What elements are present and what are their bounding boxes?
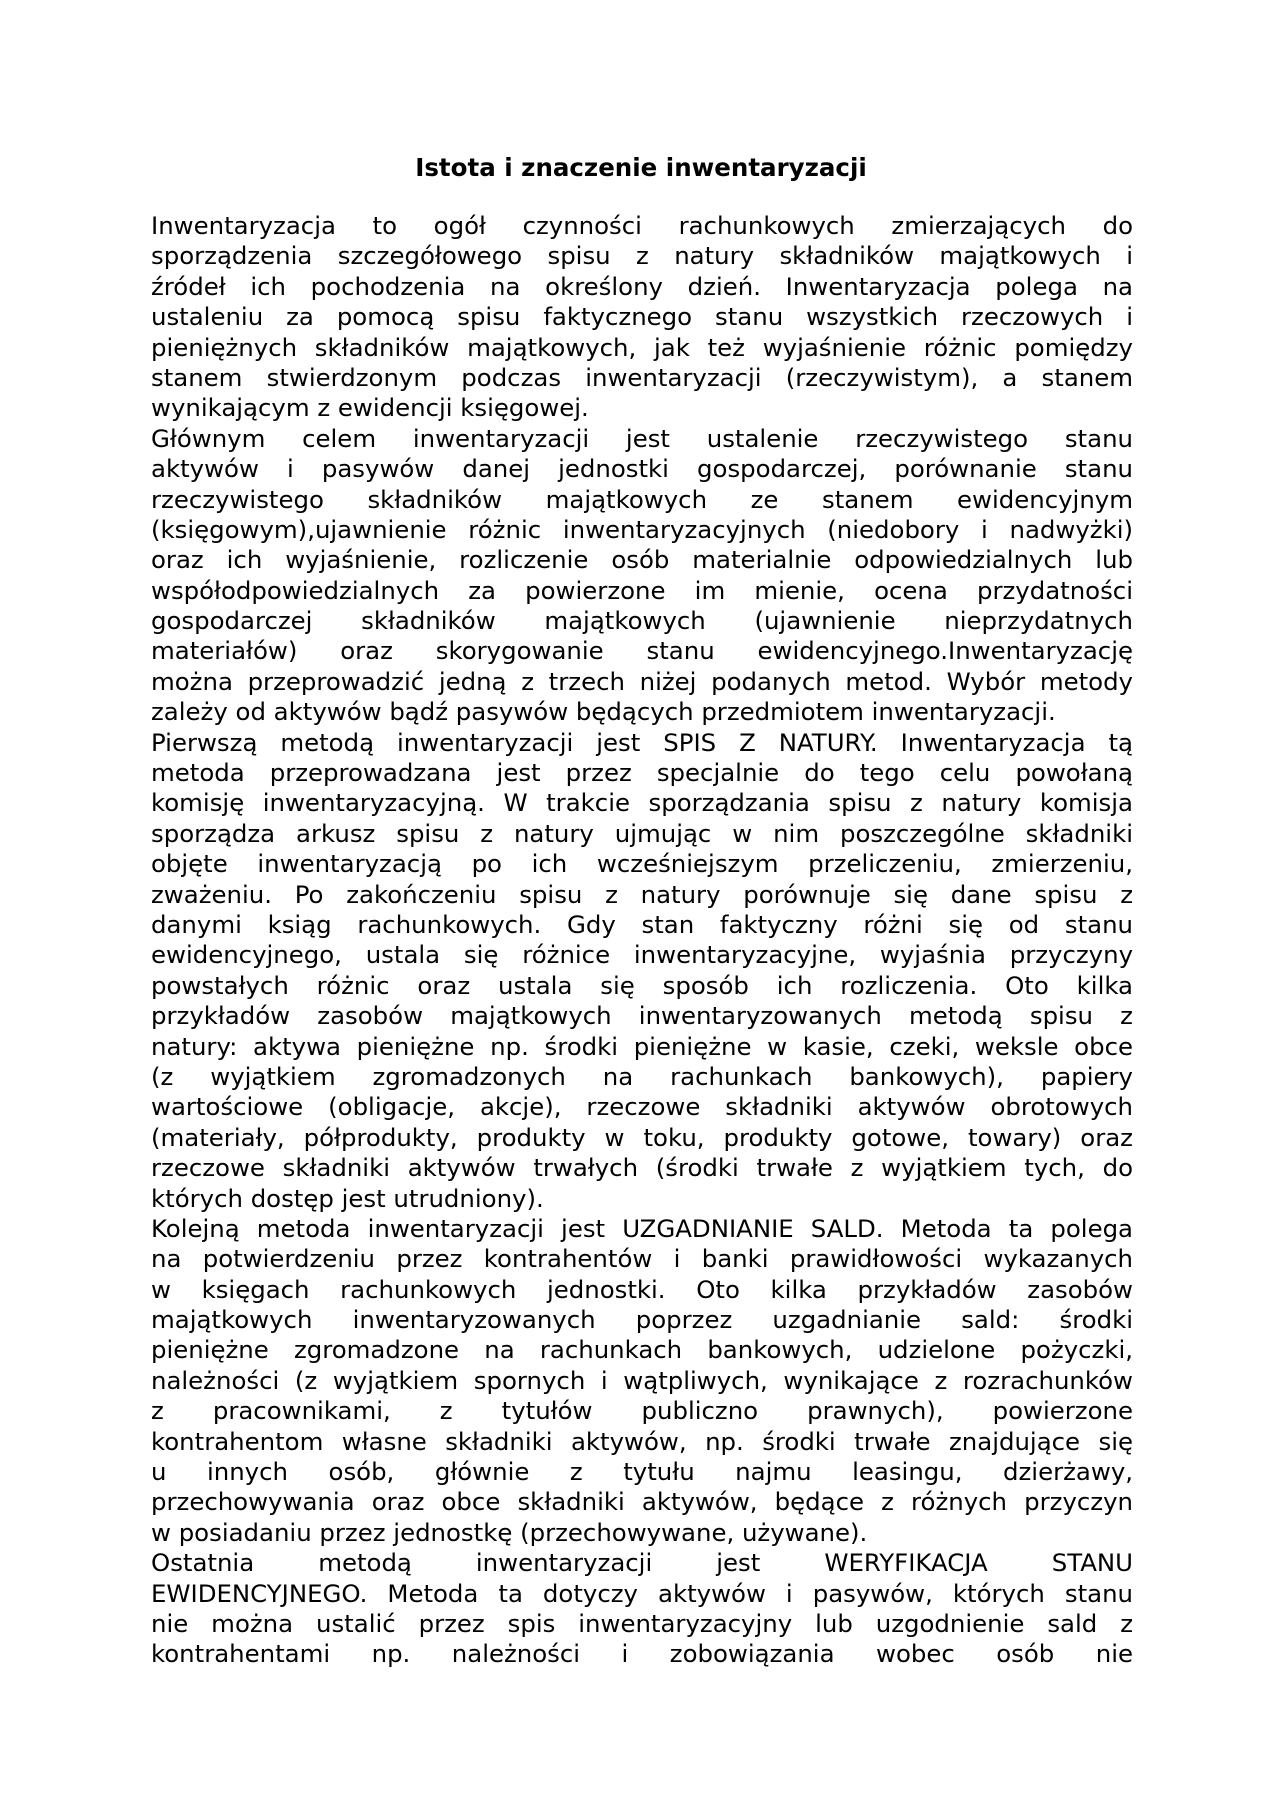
- text-line: danymi ksiąg rachunkowych. Gdy stan faktyczny różni się od stanu: [151, 909, 1133, 939]
- text-line: kontrahentami np. należności i zobowiązania wobec osób nie: [151, 1639, 1133, 1669]
- paragraph-definition: [151, 211, 1133, 424]
- text-line: natury: aktywa pieniężne np. środki pieniężne w kasie, czeki, weksle obce: [151, 1031, 1133, 1061]
- paragraph-balance-method: [151, 1214, 1133, 1548]
- text-line: zważeniu. Po zakończeniu spisu z natury porównuje się dane spisu z: [151, 879, 1133, 909]
- text-line: oraz ich wyjaśnienie, rozliczenie osób materialnie odpowiedzialnych lub: [151, 545, 1133, 575]
- text-line: ustaleniu za pomocą spisu faktycznego stanu wszystkich rzeczowych i: [151, 302, 1133, 332]
- text-line: materiałów) oraz skorygowanie stanu ewidencyjnego.Inwentaryzację: [151, 636, 1133, 666]
- text-line: (z wyjątkiem zgromadzonych na rachunkach bankowych), papiery: [151, 1061, 1133, 1091]
- text-line: gospodarczej składników majątkowych (ujawnienie nieprzydatnych: [151, 606, 1133, 636]
- text-line: pieniężnych składników majątkowych, jak też wyjaśnienie różnic pomiędzy: [151, 332, 1133, 362]
- text-line: EWIDENCYJNEGO. Metoda ta dotyczy aktywów i pasywów, których stanu: [151, 1578, 1133, 1608]
- text-line: kontrahentom własne składniki aktywów, np. środki trwałe znajdujące się: [151, 1426, 1133, 1456]
- text-line: objęte inwentaryzacją po ich wcześniejszym przeliczeniu, zmierzeniu,: [151, 849, 1133, 879]
- text-line: współodpowiedzialnych za powierzone im mienie, ocena przydatności: [151, 575, 1133, 605]
- text-line: (księgowym),ujawnienie różnic inwentaryzacyjnych (niedobory i nadwyżki): [151, 514, 1133, 544]
- text-line: nie można ustalić przez spis inwentaryzacyjny lub uzgodnienie sald z: [151, 1608, 1133, 1638]
- text-line: powstałych różnic oraz ustala się sposób ich rozliczenia. Oto kilka: [151, 970, 1133, 1000]
- text-line: rzeczowe składniki aktywów trwałych (środki trwałe z wyjątkiem tych, do: [151, 1153, 1133, 1183]
- text-line: z pracownikami, z tytułów publiczno prawnych), powierzone: [151, 1396, 1133, 1426]
- text-line: przykładów zasobów majątkowych inwentaryzowanych metodą spisu z: [151, 1001, 1133, 1031]
- text-line: przechowywania oraz obce składniki aktywów, będące z różnych przyczyn: [151, 1487, 1133, 1517]
- paragraph-stocktake-method: [151, 728, 1133, 1214]
- text-line: majątkowych inwentaryzowanych poprzez uzgadnianie sald: środki: [151, 1305, 1133, 1335]
- text-line: na potwierdzeniu przez kontrahentów i banki prawidłowości wykazanych: [151, 1244, 1133, 1274]
- paragraph-verification-method: [151, 1548, 1133, 1670]
- text-line: można przeprowadzić jedną z trzech niżej podanych metod. Wybór metody: [151, 666, 1133, 696]
- text-line: u innych osób, głównie z tytułu najmu leasingu, dzierżawy,: [151, 1457, 1133, 1487]
- paragraph-purpose: [151, 424, 1133, 728]
- text-line: wynikającym z ewidencji księgowej.: [151, 393, 589, 423]
- text-line: sporządza arkusz spisu z natury ujmując w nim poszczególne składniki: [151, 818, 1133, 848]
- text-line: aktywów i pasywów danej jednostki gospodarczej, porównanie stanu: [151, 454, 1133, 484]
- text-line: Ostatnia metodą inwentaryzacji jest WERYFIKACJA STANU: [151, 1548, 1133, 1578]
- text-line: Pierwszą metodą inwentaryzacji jest SPIS Z NATURY. Inwentaryzacja tą: [151, 727, 1133, 757]
- text-line: metoda przeprowadzana jest przez specjalnie do tego celu powołaną: [151, 758, 1133, 788]
- text-line: w księgach rachunkowych jednostki. Oto kilka przykładów zasobów: [151, 1274, 1133, 1304]
- text-line: których dostęp jest utrudniony).: [151, 1183, 544, 1213]
- text-line: wartościowe (obligacje, akcje), rzeczowe składniki aktywów obrotowych: [151, 1092, 1133, 1122]
- text-line: w posiadaniu przez jednostkę (przechowywane, używane).: [151, 1517, 868, 1547]
- text-line: źródeł ich pochodzenia na określony dzień. Inwentaryzacja polega na: [151, 271, 1133, 301]
- text-line: zależy od aktywów bądź pasywów będących przedmiotem inwentaryzacji.: [151, 697, 1056, 727]
- text-line: należności (z wyjątkiem spornych i wątpliwych, wynikające z rozrachunków: [151, 1365, 1133, 1395]
- text-line: ewidencyjnego, ustala się różnice inwentaryzacyjne, wyjaśnia przyczyny: [151, 940, 1133, 970]
- text-line: stanem stwierdzonym podczas inwentaryzacji (rzeczywistym), a stanem: [151, 362, 1133, 392]
- text-line: komisję inwentaryzacyjną. W trakcie sporządzania spisu z natury komisja: [151, 788, 1133, 818]
- text-line: sporządzenia szczegółowego spisu z natury składników majątkowych i: [151, 241, 1133, 271]
- text-line: Inwentaryzacja to ogół czynności rachunkowych zmierzających do: [151, 211, 1133, 240]
- text-line: Głównym celem inwentaryzacji jest ustalenie rzeczywistego stanu: [151, 423, 1133, 453]
- document-body: [151, 211, 1133, 1670]
- document-title: Istota i znaczenie inwentaryzacji: [415, 153, 867, 182]
- text-line: (materiały, półprodukty, produkty w toku, produkty gotowe, towary) oraz: [151, 1122, 1133, 1152]
- text-line: rzeczywistego składników majątkowych ze stanem ewidencyjnym: [151, 484, 1133, 514]
- text-line: pieniężne zgromadzone na rachunkach bankowych, udzielone pożyczki,: [151, 1335, 1133, 1365]
- text-line: Kolejną metoda inwentaryzacji jest UZGADNIANIE SALD. Metoda ta polega: [151, 1213, 1133, 1243]
